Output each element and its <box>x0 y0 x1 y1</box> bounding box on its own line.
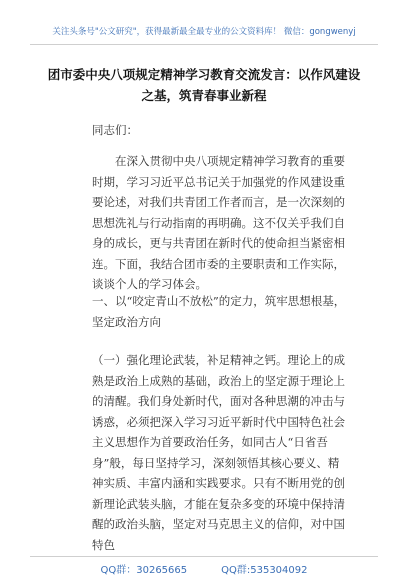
section-heading-1: 一、以“咬定青山不放松”的定力，筑牢思想根基，坚定政治方向 <box>92 294 346 329</box>
footer <box>0 561 408 576</box>
title-line-2: 之基，筑青春事业新程 <box>141 88 267 103</box>
intro-paragraph: 在深入贯彻中央八项规定精神学习教育的重要时期，学习习近平总书记关于加强党的作风建设重要论述，对我们共青团工作者而言，是一次深刻的思想洗礼与行动指南的再明确。这不仅关乎我们自身的成长，更与共青团在新时代的使命担当紧密相连。下面，我结合团市委的主要职责和工作实际，谈谈个人的学习体会。 <box>92 154 345 291</box>
document-title <box>40 64 368 106</box>
footer-qq-group-1: QQ群：30265665 <box>100 565 188 576</box>
header-divider <box>30 44 378 45</box>
footer-qq-group-2: QQ群:535304092 <box>221 565 308 576</box>
header-banner: 关注头条号"公文研究"，获得最新最全最专业的公文资料库！ 微信：gongwenyj <box>52 27 356 37</box>
salutation: 同志们： <box>92 123 138 137</box>
title-line-1: 团市委中央八项规定精神学习教育交流发言：以作风建设 <box>47 67 361 82</box>
footer-divider <box>30 556 378 557</box>
subsection-paragraph-1: （一）强化理论武装，补足精神之钙。理论上的成熟是政治上成熟的基础，政治上的坚定源于理论上的清醒。我们身处新时代，面对各种思潮的冲击与诱惑，必须把深入学习习近平新时代中国特色社会主义思想作为首要政治任务，如同古人“日省吾身”般，每日坚持学习，深刻领悟其核心要义、精神实质、丰富内涵和实践要求。只有不断用党的创新理论武装头脑，才能在复杂多变的环境中保持清醒的政治头脑，坚定对马克思主义的信仰，对中国特色 <box>92 353 345 552</box>
